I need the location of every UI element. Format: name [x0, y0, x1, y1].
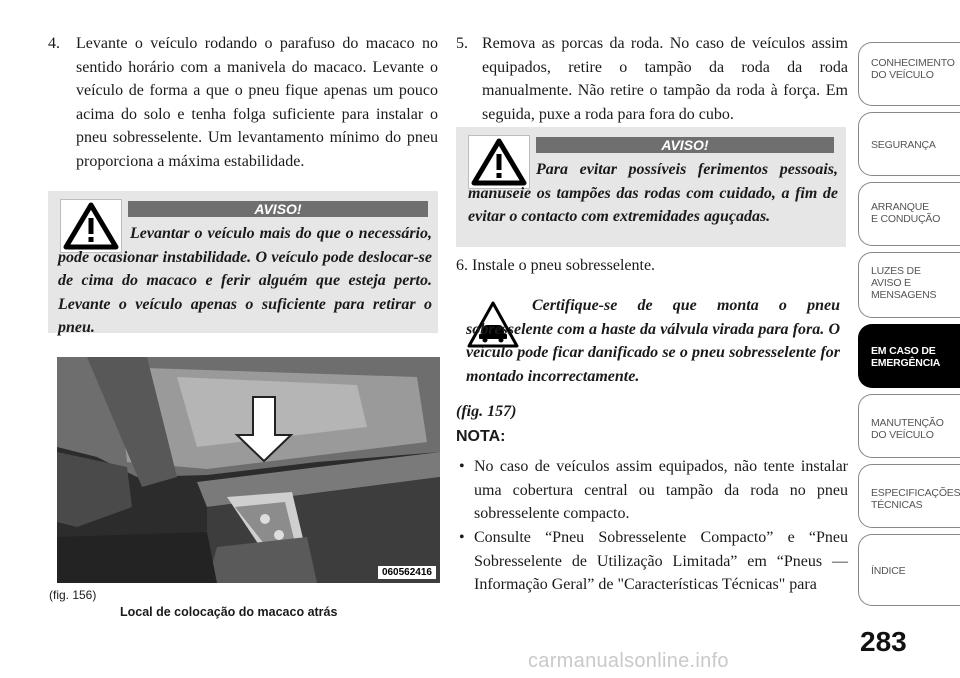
list-item	[456, 455, 848, 526]
step-4	[48, 32, 438, 173]
list-item	[456, 526, 848, 597]
warning-title: AVISO!	[536, 137, 834, 153]
jack-location-photo	[57, 357, 440, 583]
tab-arranque[interactable]	[858, 182, 960, 246]
step-text: Levante o veículo rodando o parafuso do macaco no sentido horário com a manivela do macaco. Levante o veículo de forma a que o pneu fique apenas um pouco acima do solo e tenha folga suficiente para instalar o pneu sobresselente. Um levantamento mínimo do pneu proporciona a máxima estabilidade.	[76, 35, 438, 170]
tab-label: ÍNDICE	[871, 565, 906, 577]
bullet-icon: •	[459, 529, 465, 546]
tab-emergencia[interactable]	[858, 324, 960, 388]
warning-box	[48, 191, 438, 336]
figure-reference: (fig. 157)	[456, 403, 517, 420]
tab-especificacoes[interactable]	[858, 464, 960, 528]
tab-label: ESPECIFICAÇÕES TÉCNICAS	[871, 487, 960, 511]
figure-code: 060562416	[378, 566, 436, 579]
step-text: Remova as porcas da roda. No caso de veículos assim equipados, retire o tampão da roda da roda manualmente. Não retire o tampão da roda à força. Em seguida, puxe a roda para fora do cubo.	[482, 35, 848, 123]
warning-box	[456, 127, 846, 247]
tab-conhecimento[interactable]	[858, 42, 960, 106]
tab-label: SEGURANÇA	[871, 139, 936, 151]
watermark: carmanualsonline.info	[528, 650, 729, 672]
nota-title: NOTA:	[456, 428, 506, 445]
step-number: 4.	[48, 35, 60, 52]
step-number: 5.	[456, 35, 468, 52]
figure-caption: Local de colocação do macaco atrás	[120, 605, 338, 619]
bullet-text: Consulte “Pneu Sobresselente Compacto” e “Pneu Sobresselente de Utilização Limitada” em “Pneus — Informação Geral” de "Características Técnicas" para	[474, 529, 848, 593]
tab-label: MANUTENÇÃO DO VEÍCULO	[871, 417, 944, 441]
tab-label: CONHECIMENTO DO VEÍCULO	[871, 57, 955, 81]
tab-label: LUZES DE AVISO E MENSAGENS	[871, 265, 937, 301]
caution-text: Certifique-se de que monta o pneu sobresselente com a haste da válvula virada para fora. O veículo pode ficar danificado se o pneu sobresselente for montado incorrectamente.	[466, 297, 840, 385]
tab-indice[interactable]	[858, 534, 960, 606]
warning-text: Levantar o veículo mais do que o necessário, pode ocasionar instabilidade. O veículo pode deslocar-se de cima do macaco e ferir alguém que esteja perto. Levante o veículo apenas o suficiente para retirar o pneu.	[58, 225, 432, 336]
tab-luzes[interactable]	[858, 252, 960, 318]
tab-label: ARRANQUE E CONDUÇÃO	[871, 201, 941, 225]
page-number: 283	[860, 626, 907, 657]
bullet-icon: •	[459, 458, 465, 475]
figure-label: (fig. 156)	[49, 588, 97, 602]
step-6: 6. Instale o pneu sobresselente.	[456, 257, 656, 274]
warning-text: Para evitar possíveis ferimentos pessoais, manuseie os tampões das rodas com cuidado, a fim de evitar o contacto com extremidades aguçadas.	[468, 161, 838, 225]
warning-title: AVISO!	[128, 201, 428, 217]
tab-label: EM CASO DE EMERGÊNCIA	[871, 345, 941, 369]
tab-seguranca[interactable]	[858, 112, 960, 176]
tab-manutencao[interactable]	[858, 394, 960, 458]
bullet-text: No caso de veículos assim equipados, não tente instalar uma cobertura central ou tampão da roda no pneu sobresselente compacto.	[474, 458, 848, 522]
step-5	[456, 32, 848, 126]
